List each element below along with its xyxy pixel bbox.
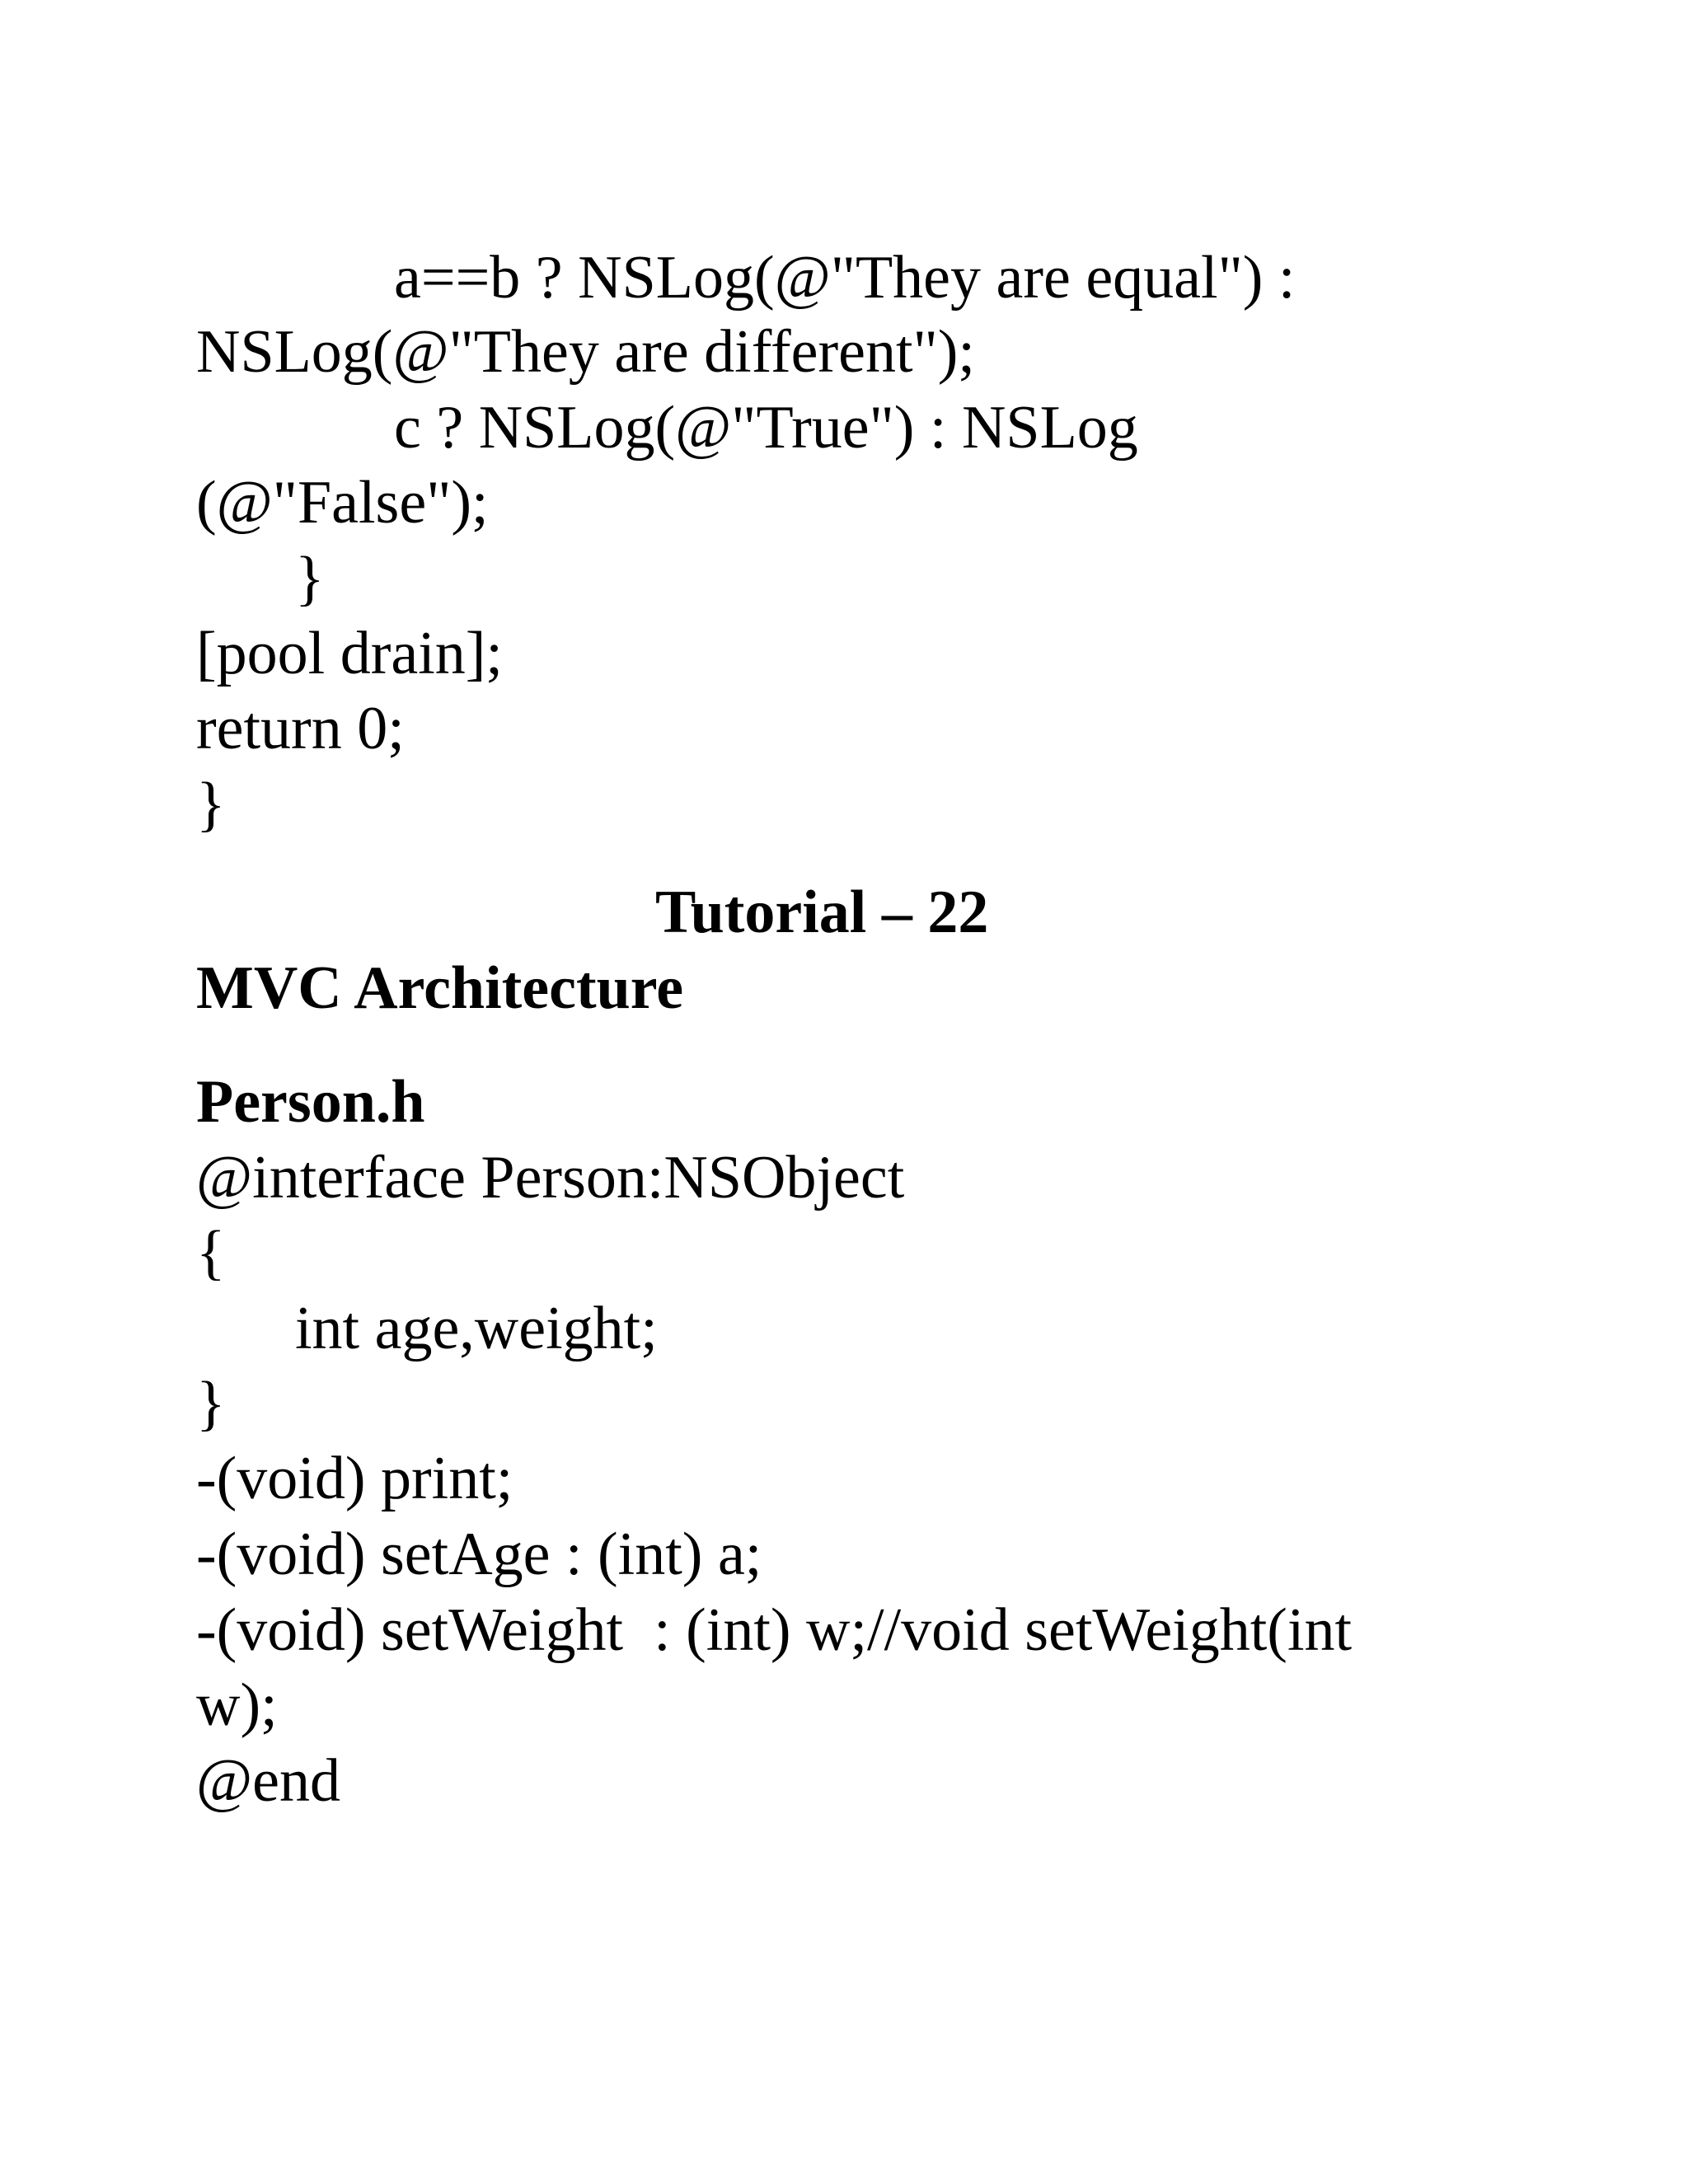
code-line: @end [196,1747,340,1815]
code-line: { [196,1219,226,1286]
code-line: NSLog(@"They are different"); [196,318,975,386]
file-heading: Person.h [196,1068,425,1136]
code-line: } [196,1370,226,1437]
section-heading: MVC Architecture [196,954,684,1022]
code-line: -(void) setAge : (int) a; [196,1521,762,1588]
code-line: [pool drain]; [196,620,503,687]
code-line: a==b ? NSLog(@"They are equal") : [394,244,1296,312]
code-line: (@"False"); [196,469,489,537]
code-line: int age,weight; [295,1295,658,1362]
code-line: return 0; [196,695,405,762]
code-line: -(void) setWeight : (int) w;//void setWeight(int [196,1596,1353,1664]
code-line: c ? NSLog(@"True") : NSLog [394,394,1138,462]
code-line: } [295,545,325,612]
code-line: @interface Person:NSObject [196,1144,905,1212]
code-line: w); [196,1671,278,1739]
code-line: } [196,771,226,838]
code-line: -(void) print; [196,1445,513,1512]
tutorial-heading: Tutorial – 22 [655,879,989,946]
